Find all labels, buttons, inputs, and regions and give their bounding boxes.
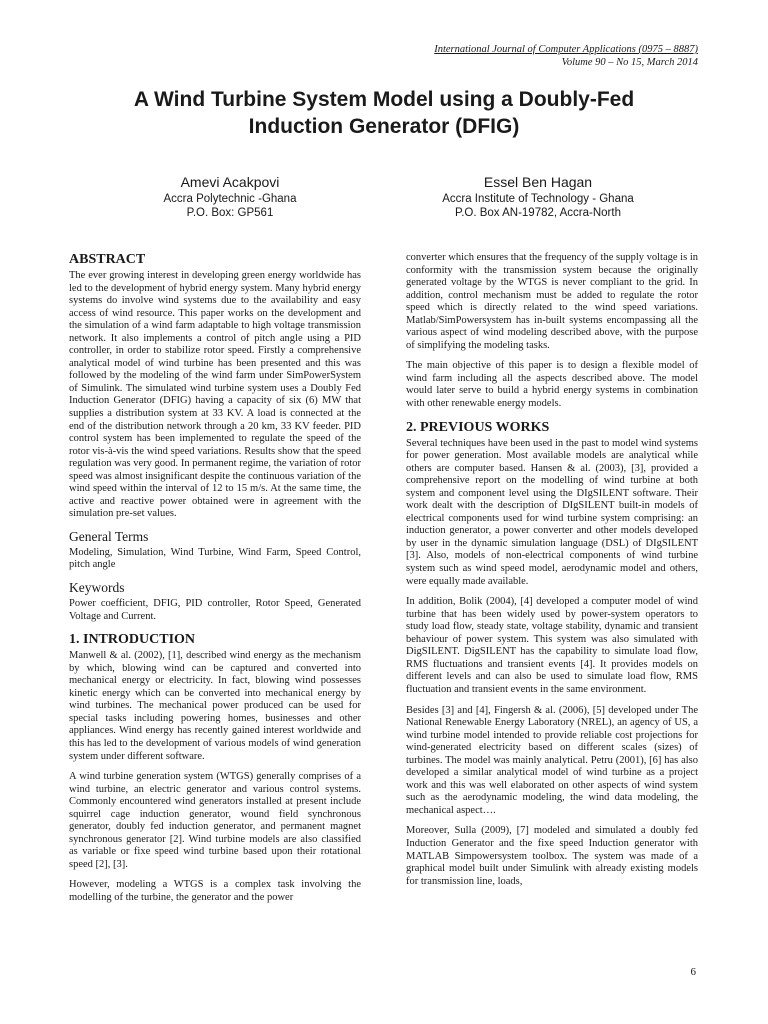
keywords-heading: Keywords [69, 580, 125, 596]
general-terms-heading: General Terms [69, 528, 149, 544]
journal-issue: Volume 90 – No 15, March 2014 [561, 57, 698, 68]
paragraph: A wind turbine generation system (WTGS) generally comprises of a wind turbine, an electric generator and various control systems. Commonly encountered wind generators installed at present include squirrel cage induction generator, wound field synchronous generator, doubly fed induction generator, and permanent magnet synchronous generator [2]. Wind turbine models are also classified as variable or fixe speed wind turbine based upon their rotational speed [2], [3]. [69, 771, 361, 870]
paragraph: However, modeling a WTGS is a complex task involving the modelling of the turbine, the generator and the power [69, 879, 361, 903]
general-terms-text: Modeling, Simulation, Wind Turbine, Wind Farm, Speed Control, pitch angle [69, 546, 361, 571]
previous-works-heading: 2. PREVIOUS WORKS [406, 419, 550, 435]
paragraph: Moreover, Sulla (2009), [7] modeled and simulated a doubly fed Induction Generator and the fixe speed Induction generator with MATLAB Simpowersystem toolbox. The system was made of a graphical model built under Simulink with already existing models for transmission line, loads, [406, 825, 698, 887]
author-address: P.O. Box: GP561 [186, 207, 274, 219]
author-address: P.O. Box AN-19782, Accra-North [455, 207, 621, 219]
abstract-heading: ABSTRACT [69, 252, 146, 267]
paragraph: The main objective of this paper is to design a flexible model of wind farm including all the aspects described above. The model would later serve to build a hybrid energy systems in combination with other renewable energy models. [406, 360, 698, 410]
abstract-text: The ever growing interest in developing green energy worldwide has led to the development of hybrid energy system. Many hybrid energy systems do involve wind systems due to the availability and easy access of wind resource. This paper works on the development and the simulation of a wind farm adaptable to high voltage transmission network. It also implements a control of pitch angle using a PID controller, in order to stabilize rotor speed. Firstly a comprehensive analytical model of wind turbine has been presented and this was followed by the modeling of the wind farm under SimPowerSystem of Simulink. The simulated wind turbine system uses a Doubly Fed Induction Generator (DFIG) having a capacity of six (6) MW that supplies a distribution system at 33 KV. A load is connected at the end of the distribution network through a 20 km, 33 KV feeder. PID control system has been implemented to regulate the speed of the rotor vis-à-vis the wind speed variations. Results show that the speed regulation was very good. In permanent regime, the variation of rotor speed was almost insignificant despite the continuous variation of the wind speed within the interval of 12 to 15 m/s. At the same time, the active and reactive power obtained were in agreement with the simulation pre-set values. [69, 270, 361, 520]
paper-title [40, 86, 728, 140]
paragraph: Besides [3] and [4], Fingersh & al. (2006), [5] developed under The National Renewable Energy Laboratory (NREL), an agency of US, a wind turbine model intended to provide reliable cost projections for wind-generated electricity based on different scales (sizes) of turbines. The model was mainly analytical. Petru (2001), [6] has also developed a similar analytical model of wind turbine as a project work and this was well elaborated on other aspects of wind system such as the aerodynamic modeling, the wind data modeling, the mechanical aspect…. [406, 704, 698, 816]
author-affiliation: Accra Polytechnic -Ghana [163, 193, 297, 205]
running-header [434, 43, 698, 69]
author-affiliation: Accra Institute of Technology - Ghana [442, 193, 634, 205]
paragraph: Several techniques have been used in the past to model wind systems for power generation. Most available models are analytical while others are computer based. Hansen & al. (2003), [3], provided a comprehensive report on the modelling of wind turbine at both system and component level using the DIgSILENT software. Their work dealt with the description of DIgSILENT built-in models of electrical components used for wind turbine system comprising: an induction generator, a power converter and other models developed by user in the dynamic simulation language (DSL) of DIgSILENT [3]. Also, models of non-electrical components of wind turbine system such as wind speed model, aerodynamic model and others, were equally made available. [406, 437, 698, 587]
right-column [406, 252, 698, 896]
author-name: Amevi Acakpovi [180, 174, 280, 190]
paper-title-line-1: A Wind Turbine System Model using a Doubly-Fed [133, 88, 635, 111]
author-block-1 [140, 173, 320, 220]
page-number: 6 [690, 966, 696, 978]
author-block-2 [418, 173, 658, 220]
paragraph: In addition, Bolik (2004), [4] developed a computer model of wind turbine that has been widely used by power-system operators to study load flow, steady state, voltage stability, dynamic and transient behaviour of power system. This system was also simulated with DigSILENT. DigSILENT has the capability to simulate load flow, RMS fluctuations and transient events [4]. It provides models on different levels and can also be used to simulate load flow, RMS fluctuation and transient events in the same environment. [406, 596, 698, 695]
introduction-heading: 1. INTRODUCTION [69, 632, 196, 648]
left-column [69, 252, 361, 913]
journal-name: International Journal of Computer Applications (0975 – 8887) [434, 44, 698, 55]
paragraph: converter which ensures that the frequency of the supply voltage is in conformity with the transmission system because the originally generated voltage by the WTGS is never compliant to the grid. In addition, control mechanism must be added to regulate the rotor speed which is directly related to the wind speed variations. Matlab/SimPowersystem has in-built systems encompassing all the various aspect of wind modeling described above, with the purpose of simplifying the modeling tasks. [406, 252, 698, 351]
paragraph: Manwell & al. (2002), [1], described wind energy as the mechanism by which, blowing wind can be captured and converted into mechanical energy or electricity. In fact, blowing wind possesses kinetic energy which can be converted into mechanical energy by wind turbines. The mechanical power produced can be used for special tasks including powering homes, businesses and other appliances. Wind energy has recently gained interest worldwide and this has led to the development of various models of wind generation system under different software. [69, 650, 361, 762]
author-name: Essel Ben Hagan [483, 174, 593, 190]
paper-title-line-2: Induction Generator (DFIG) [248, 115, 520, 138]
keywords-text: Power coefficient, DFIG, PID controller, Rotor Speed, Generated Voltage and Current. [69, 598, 361, 622]
